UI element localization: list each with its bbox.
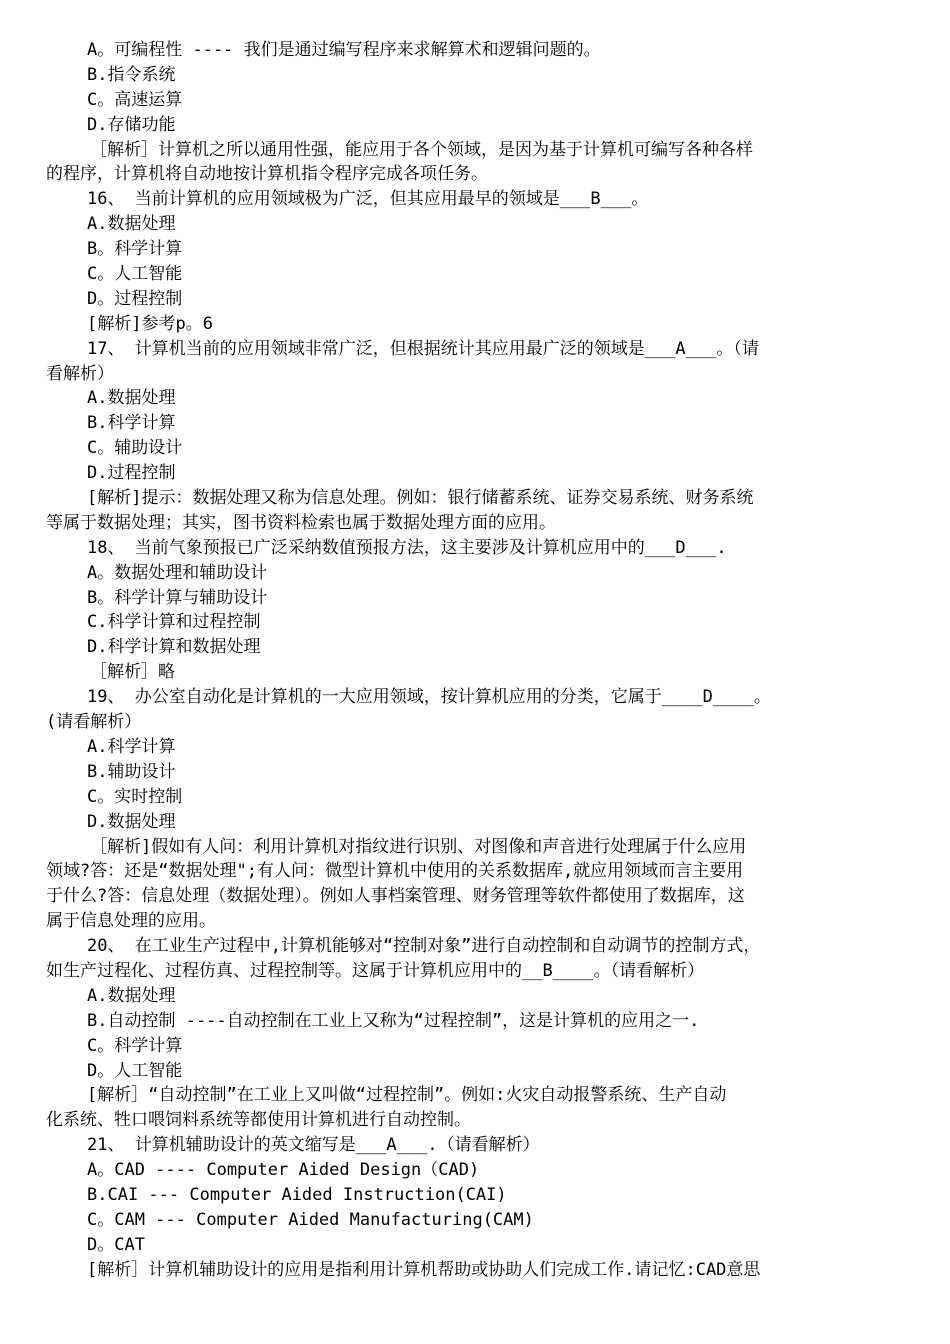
text-line: 等属于数据处理；其实，图书资料检索也属于数据处理方面的应用。 [46,512,556,533]
text-line: 属于信息处理的应用。 [46,911,216,932]
text-line: A。数据处理和辅助设计 [87,562,268,583]
text-line: 17、 计算机当前的应用领域非常广泛，但根据统计其应用最广泛的领域是___A___。（请 [87,338,759,359]
text-line: 18、 当前气象预报已广泛采纳数值预报方法，这主要涉及计算机应用中的___D___. [87,537,727,558]
text-line: 领域?答：还是“数据处理";有人问：微型计算机中使用的关系数据库,就应用领域而言主要用 [46,861,744,882]
text-line: A.数据处理 [87,388,176,409]
text-line: 20、 在工业生产过程中,计算机能够对“控制对象”进行自动控制和自动调节的控制方式， [87,936,761,957]
text-line: A。CAD ---- Computer Aided Design（CAD) [87,1160,480,1181]
text-line: D.过程控制 [87,463,176,484]
text-line: B.自动控制 ----自动控制在工业上又称为“过程控制”，这是计算机的应用之一. [87,1010,700,1031]
text-line: B.科学计算 [87,413,176,434]
text-line: 16、 当前计算机的应用领域极为广泛，但其应用最早的领域是___B___。 [87,189,649,210]
text-line: 的程序，计算机将自动地按计算机指令程序完成各项任务。 [46,164,488,185]
text-line: C。科学计算 [87,1035,183,1056]
text-line: A.数据处理 [87,214,176,235]
text-line: 19、 办公室自动化是计算机的一大应用领域，按计算机应用的分类，它属于____D____。 [87,687,771,708]
text-line: [解析］“自动控制”在工业上又叫做“过程控制”。例如:火灾自动报警系统、生产自动 [87,1085,727,1106]
text-line: D。人工智能 [87,1060,183,1081]
text-line: D.存储功能 [87,114,176,135]
text-line: D.数据处理 [87,811,176,832]
text-line: C。高速运算 [87,89,183,110]
text-line: C.科学计算和过程控制 [87,612,261,633]
text-line: [解析]提示：数据处理又称为信息处理。例如：银行储蓄系统、证券交易系统、财务系统 [87,488,754,509]
text-line: B。科学计算 [87,239,183,260]
text-line: (请看解析） [46,712,142,733]
text-line: A.科学计算 [87,736,176,757]
text-line: D。过程控制 [87,288,183,309]
text-line: ［解析]假如有人问：利用计算机对指纹进行识别、对图像和声音进行处理属于什么应用 [90,836,747,857]
text-line: 化系统、牲口喂饲料系统等都使用计算机进行自动控制。 [46,1110,471,1131]
text-line: [解析]参考p。6 [87,313,213,334]
text-line: B.指令系统 [87,64,176,85]
text-line: C。人工智能 [87,264,183,285]
text-line: 如生产过程化、过程仿真、过程控制等。这属于计算机应用中的__B____。（请看解析） [46,960,705,981]
text-line: 21、 计算机辅助设计的英文缩写是___A___.（请看解析） [87,1135,540,1156]
text-line: C。辅助设计 [87,438,183,459]
text-line: 于什么?答：信息处理（数据处理）。例如人事档案管理、财务管理等软件都使用了数据库，这 [46,886,745,907]
text-line: B。科学计算与辅助设计 [87,587,268,608]
text-line: A。可编程性 ---- 我们是通过编写程序来求解算术和逻辑问题的。 [87,40,601,60]
text-line: A.数据处理 [87,985,176,1006]
text-line: D.科学计算和数据处理 [87,637,261,658]
document-body [0,38,950,1283]
text-line: B.CAI --- Computer Aided Instruction(CAI) [87,1184,507,1205]
text-line: C。实时控制 [87,786,183,807]
text-line: 看解析） [46,363,114,384]
text-line: D。CAT [87,1234,145,1255]
text-line: C。CAM --- Computer Aided Manufacturing(CAM) [87,1209,534,1230]
text-line: [解析］计算机辅助设计的应用是指利用计算机帮助或协助人们完成工作.请记忆:CAD意思 [87,1259,761,1280]
text-line: ［解析］略 [90,662,175,683]
text-line: ［解析］计算机之所以通用性强，能应用于各个领域，是因为基于计算机可编写各种各样 [90,139,753,160]
text-line: B.辅助设计 [87,761,176,782]
